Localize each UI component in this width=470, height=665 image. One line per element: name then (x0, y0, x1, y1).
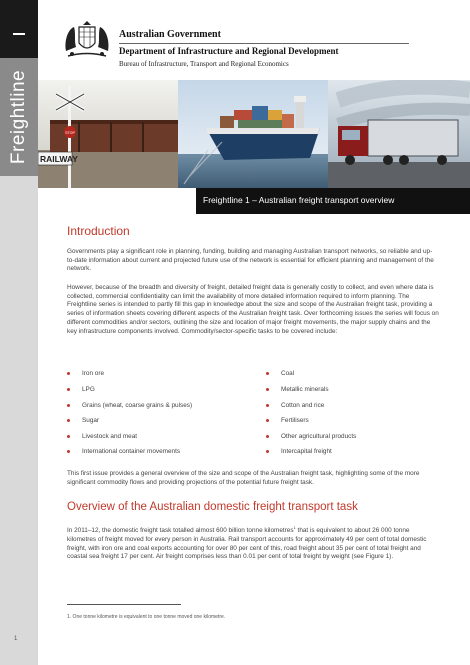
stop-sign-text: STOP (65, 131, 75, 135)
bullet-icon (67, 435, 70, 438)
overview-section (67, 501, 439, 513)
bullet-icon (266, 419, 269, 422)
overview-paragraph: In 2011–12, the domestic freight task totalled almost 600 billion tonne kilometres$^1$ that is equivalent to about 26 000 tonne kilometres of freight moved for every person in Australia. Rail transport accounts for approximately 49 per cent of total domestic freight, with iron ore and coal exports accounting for over 80 per cent of this, road freight about 35 per cent of total freight and coastal sea freight 17 per cent. Air freight comprises less than 0.01 per cent of total freight by weight (see Figure 1). (67, 525, 427, 561)
dash-mark (13, 33, 25, 35)
bullet-icon (67, 419, 70, 422)
bullet-icon (266, 372, 269, 375)
header (62, 21, 462, 77)
department-name: Department of Infrastructure and Regional Development (119, 46, 339, 56)
bullet-icon (266, 388, 269, 391)
bullet-icon (266, 435, 269, 438)
intro-para-2-wrap (67, 284, 439, 336)
overview-heading: Overview of the Australian domestic freight transport task (67, 501, 358, 513)
overview-para-wrap (67, 524, 439, 562)
page-number: 1 (14, 636, 18, 642)
intro-para-3-wrap (67, 470, 439, 487)
footnote: 1. One tonne kilometre is equivalent to one tonne moved one kilometre. (67, 614, 226, 620)
doc-title: Freightline 1 – Australian freight transport overview (203, 195, 395, 205)
sidebar-top-block (0, 0, 38, 58)
bullet-icon (67, 404, 70, 407)
bullet-icon (266, 404, 269, 407)
series-label-block (0, 58, 38, 176)
series-label: Freightline (8, 69, 29, 165)
sidebar (0, 0, 38, 665)
intro-paragraph-2: However, because of the breadth and diversity of freight, detailed freight data is generally costly to collect, and even where data is collected, commercial confidentiality can limit the availability of more detailed information required to inform planning. The Freightline series is intended to partly fill this gap in knowledge about the size and scope of the Australian freight task, providing a series of information sheets covering different aspects of the Australian freight task. Over forthcoming issues the series will focus on different commodities and/or sectors, outlining the size and location of major freight movements, the major supply chains and the key infrastructure components involved. Commodity/sector-specific tasks to be covered include: (67, 284, 439, 335)
footnote-ref: 1 (293, 525, 296, 530)
bullet-icon (67, 372, 70, 375)
bullet-icon (67, 388, 70, 391)
bureau-name: Bureau of Infrastructure, Transport and Regional Economics (119, 60, 289, 68)
bullet-icon (67, 450, 70, 453)
footnote-rule (67, 604, 181, 605)
banner-image (38, 80, 470, 188)
intro-para-1-wrap (67, 248, 439, 274)
coat-of-arms-icon (62, 21, 112, 61)
doc-title-band (196, 188, 470, 214)
intro-section (67, 224, 439, 238)
banner-collage (38, 80, 470, 188)
bullet-icon (266, 450, 269, 453)
intro-heading: Introduction (67, 224, 130, 238)
gov-title: Australian Government (119, 29, 221, 40)
header-rule (119, 43, 409, 44)
intro-paragraph-3: This first issue provides a general overview of the size and scope of the Australian freight task, highlighting some of the more significant commodity flows and providing projections of the potential future freight task. (67, 470, 420, 486)
intro-paragraph-1: Governments play a significant role in planning, funding, building and managing Australian transport networks, so reliable and up-to-date information about current and projected future use of the network is essential for efficient planning and management of the network. (67, 248, 434, 273)
railway-sign-text: RAILWAY (40, 154, 78, 164)
